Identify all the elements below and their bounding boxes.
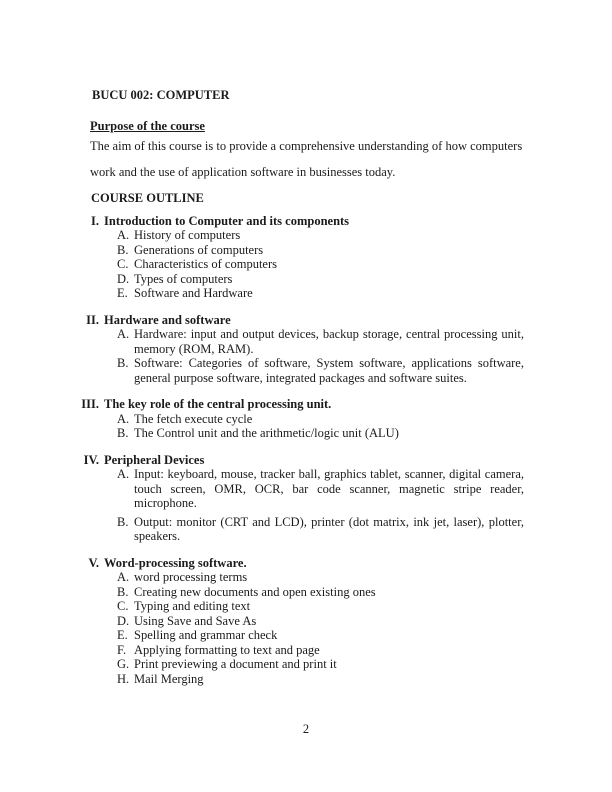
- item-letter: E.: [117, 628, 128, 642]
- item-letter: B.: [117, 356, 129, 370]
- item-text: Software: Categories of software, System software, applications software, general purpose software, integrated packages and software suites.: [134, 356, 524, 385]
- item-text: Applying formatting to text and page: [134, 642, 320, 657]
- outline-item: [90, 286, 524, 301]
- item-letter: B.: [117, 426, 129, 440]
- item-text: Spelling and grammar check: [134, 628, 278, 642]
- section-header: [90, 214, 524, 229]
- item-letter: D.: [117, 613, 130, 628]
- item-text: Typing and editing text: [134, 599, 251, 613]
- item-letter: G.: [117, 657, 130, 671]
- item-letter: H.: [117, 671, 130, 686]
- outline-item: [90, 585, 524, 600]
- outline-item: [90, 599, 524, 614]
- item-letter: D.: [117, 271, 130, 286]
- outline-item: [90, 570, 524, 585]
- page-number: 2: [302, 722, 310, 736]
- item-text: Hardware: input and output devices, backup storage, central processing unit, memory (ROM, RAM).: [134, 327, 524, 356]
- outline-section-5: [90, 556, 524, 687]
- item-letter: F.: [117, 642, 127, 657]
- item-text: Using Save and Save As: [134, 613, 257, 628]
- purpose-body: The aim of this course is to provide a comprehensive understanding of how computers work and the use of application software in businesses today.: [90, 139, 523, 179]
- section-header: [90, 556, 524, 571]
- item-letter: A.: [117, 228, 130, 242]
- item-text: word processing terms: [134, 570, 248, 584]
- section-numeral: I.: [91, 213, 99, 228]
- outline-item: [90, 643, 524, 658]
- outline-item: [90, 327, 524, 356]
- item-text: Print previewing a document and print it: [134, 657, 337, 671]
- section-header: [83, 452, 524, 468]
- section-numeral: IV.: [83, 452, 99, 467]
- outline-item: [90, 628, 524, 643]
- item-text: Creating new documents and open existing ones: [134, 584, 376, 599]
- item-letter: B.: [117, 584, 129, 599]
- section-numeral: V.: [88, 555, 99, 570]
- outline-heading: COURSE OUTLINE: [91, 191, 204, 205]
- item-text: The fetch execute cycle: [134, 411, 253, 426]
- item-text: Output: monitor (CRT and LCD), printer (dot matrix, ink jet, laser), plotter, speakers.: [134, 514, 524, 543]
- item-letter: A.: [117, 570, 130, 584]
- outline-item: [90, 515, 524, 544]
- item-text: History of computers: [134, 228, 241, 242]
- outline-item: [90, 228, 524, 243]
- outline-item: [90, 412, 524, 427]
- outline-item: [90, 272, 524, 287]
- outline-item: [90, 243, 524, 258]
- section-header: [81, 397, 524, 412]
- section-numeral: II.: [86, 312, 99, 327]
- item-text: Input: keyboard, mouse, tracker ball, graphics tablet, scanner, digital camera, touch screen, OMR, OCR, bar code scanner, magnetic stripe reader, microphone.: [134, 467, 524, 510]
- item-letter: B.: [117, 514, 129, 529]
- item-text: Mail Merging: [134, 671, 204, 686]
- outline-section-1: [90, 214, 524, 301]
- section-title: Introduction to Computer and its components: [104, 213, 350, 228]
- outline-item: [90, 356, 524, 385]
- item-letter: C.: [117, 599, 129, 613]
- item-text: Characteristics of computers: [134, 257, 278, 271]
- section-title: Peripheral Devices: [104, 452, 205, 467]
- outline-item: [90, 614, 524, 629]
- item-letter: B.: [117, 242, 129, 257]
- section-title: The key role of the central processing unit.: [104, 397, 332, 411]
- outline-item: [90, 426, 524, 441]
- outline-section-4: [83, 452, 524, 544]
- item-text: Types of computers: [134, 271, 233, 286]
- outline-item: [90, 257, 524, 272]
- item-letter: C.: [117, 257, 129, 271]
- outline-item: [90, 467, 524, 511]
- item-letter: E.: [117, 286, 128, 300]
- section-title: Word-processing software.: [104, 555, 247, 570]
- item-letter: A.: [117, 467, 130, 481]
- page-content: [81, 88, 524, 686]
- section-header: [86, 312, 524, 328]
- item-text: Generations of computers: [134, 242, 264, 257]
- item-text: The Control unit and the arithmetic/logic unit (ALU): [134, 426, 399, 440]
- item-text: Software and Hardware: [134, 286, 253, 300]
- item-letter: A.: [117, 411, 130, 426]
- outline-section-3: [81, 397, 524, 441]
- doc-title: BUCU 002: COMPUTER: [92, 88, 230, 102]
- purpose-heading: Purpose of the course: [90, 118, 205, 133]
- course-outline: [81, 213, 524, 687]
- outline-section-2: [86, 312, 524, 386]
- item-letter: A.: [117, 327, 130, 341]
- section-numeral: III.: [81, 397, 99, 411]
- outline-item: [90, 672, 524, 687]
- section-title: Hardware and software: [104, 312, 231, 327]
- outline-item: [90, 657, 524, 672]
